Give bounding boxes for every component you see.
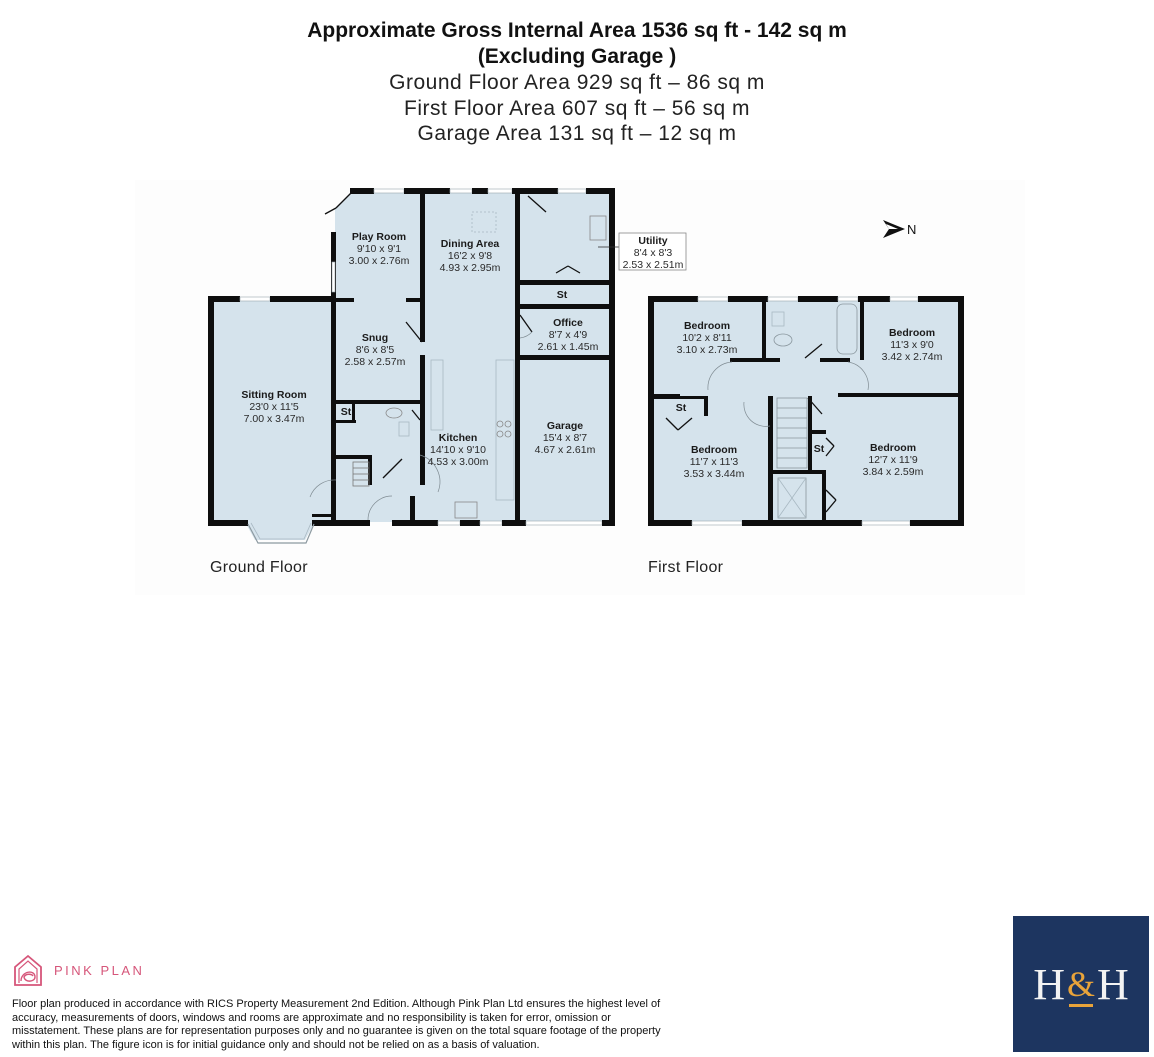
svg-text:15'4 x 8'7: 15'4 x 8'7 — [542, 432, 588, 444]
first-floor-label: First Floor — [648, 559, 724, 576]
svg-text:8'6 x 8'5: 8'6 x 8'5 — [355, 344, 395, 356]
svg-text:Play Room: Play Room — [351, 231, 407, 243]
svg-text:10'2 x 8'11: 10'2 x 8'11 — [682, 332, 732, 344]
svg-text:2.58 x 2.57m: 2.58 x 2.57m — [344, 356, 406, 368]
svg-text:St: St — [675, 402, 687, 414]
svg-text:16'2 x 9'8: 16'2 x 9'8 — [447, 250, 493, 262]
svg-text:3.10 x 2.73m: 3.10 x 2.73m — [676, 344, 738, 356]
svg-text:3.00 x 2.76m: 3.00 x 2.76m — [348, 255, 410, 267]
svg-text:9'10 x 9'1: 9'10 x 9'1 — [356, 243, 402, 255]
svg-text:2.61 x 1.45m: 2.61 x 1.45m — [537, 341, 599, 353]
svg-text:Bedroom: Bedroom — [869, 442, 917, 454]
gross-area-title: Approximate Gross Internal Area 1536 sq ft - 142 sq m — [307, 19, 847, 42]
svg-text:Kitchen: Kitchen — [438, 432, 478, 444]
room-bedroom-4 — [863, 442, 924, 478]
svg-text:4.93 x 2.95m: 4.93 x 2.95m — [439, 262, 501, 274]
svg-text:Snug: Snug — [361, 332, 389, 344]
room-store-first-right — [814, 443, 825, 455]
svg-text:Bedroom: Bedroom — [690, 444, 738, 456]
agent-logo-left-h: H — [1033, 959, 1065, 1009]
ground-floor-area: Ground Floor Area 929 sq ft – 86 sq m — [389, 71, 765, 94]
room-store-first-left — [676, 402, 687, 414]
svg-text:4.67 x 2.61m: 4.67 x 2.61m — [534, 444, 596, 456]
north-arrow-icon — [882, 219, 906, 239]
first-floor-area: First Floor Area 607 sq ft – 56 sq m — [404, 96, 750, 120]
svg-text:Sitting Room: Sitting Room — [241, 389, 307, 401]
svg-text:Bedroom: Bedroom — [683, 320, 731, 332]
svg-text:23'0 x 11'5: 23'0 x 11'5 — [249, 401, 299, 413]
disclaimer-text: Floor plan produced in accordance with RICS Property Measurement 2nd Edition. Although Pink Plan Ltd ensures the highest level of accuracy, measurements of doors, windows and rooms are approximate and no responsibility is taken for error, omission or misstatement. These plans are for representation purposes only and no guarantee is given on the total square footage of the property within this plan. The figure icon is for initial guidance only and should not be relied on as a basis of valuation. — [12, 998, 661, 1051]
svg-text:St: St — [340, 406, 352, 418]
svg-text:St: St — [813, 443, 825, 455]
svg-text:3.84 x 2.59m: 3.84 x 2.59m — [862, 466, 924, 478]
ground-floor-label: Ground Floor — [210, 559, 308, 576]
north-label: N — [907, 221, 917, 237]
svg-text:7.00 x 3.47m: 7.00 x 3.47m — [243, 413, 305, 425]
pink-plan-logo — [12, 953, 144, 987]
svg-text:Dining Area: Dining Area — [440, 238, 500, 250]
svg-text:11'7 x 11'3: 11'7 x 11'3 — [689, 456, 739, 468]
svg-text:2.53 x 2.51m: 2.53 x 2.51m — [622, 259, 684, 271]
compass — [882, 219, 916, 239]
svg-text:8'4 x 8'3: 8'4 x 8'3 — [633, 247, 673, 259]
svg-text:Office: Office — [553, 317, 583, 329]
room-store-ground — [557, 289, 568, 301]
pink-plan-wordmark: PINK PLAN — [54, 962, 145, 978]
room-bedroom-3 — [684, 444, 745, 480]
svg-text:3.42 x 2.74m: 3.42 x 2.74m — [881, 351, 943, 363]
agent-logo — [1013, 916, 1149, 1052]
garage-area: Garage Area 131 sq ft – 12 sq m — [417, 122, 737, 145]
excluding-garage-note: (Excluding Garage ) — [477, 45, 677, 68]
room-bedroom-2 — [882, 327, 943, 363]
svg-text:11'3 x 9'0: 11'3 x 9'0 — [890, 339, 934, 351]
svg-text:Utility: Utility — [638, 235, 668, 247]
agent-logo-right-h: H — [1097, 959, 1129, 1009]
svg-text:4.53 x 3.00m: 4.53 x 3.00m — [427, 456, 489, 468]
svg-text:Bedroom: Bedroom — [888, 327, 936, 339]
room-store-hall — [341, 406, 352, 418]
svg-text:12'7 x 11'9: 12'7 x 11'9 — [868, 454, 918, 466]
room-bedroom-1 — [677, 320, 738, 356]
svg-text:3.53 x 3.44m: 3.53 x 3.44m — [683, 468, 745, 480]
svg-text:Garage: Garage — [546, 420, 584, 432]
svg-text:8'7 x 4'9: 8'7 x 4'9 — [548, 329, 588, 341]
room-play-room — [349, 231, 410, 267]
svg-text:14'10 x 9'10: 14'10 x 9'10 — [430, 444, 486, 456]
pink-plan-house-icon — [12, 953, 44, 987]
agent-logo-ampersand: & — [1066, 964, 1095, 1004]
svg-text:St: St — [556, 289, 568, 301]
room-dining-area — [440, 238, 501, 274]
room-sitting-room — [241, 389, 306, 425]
